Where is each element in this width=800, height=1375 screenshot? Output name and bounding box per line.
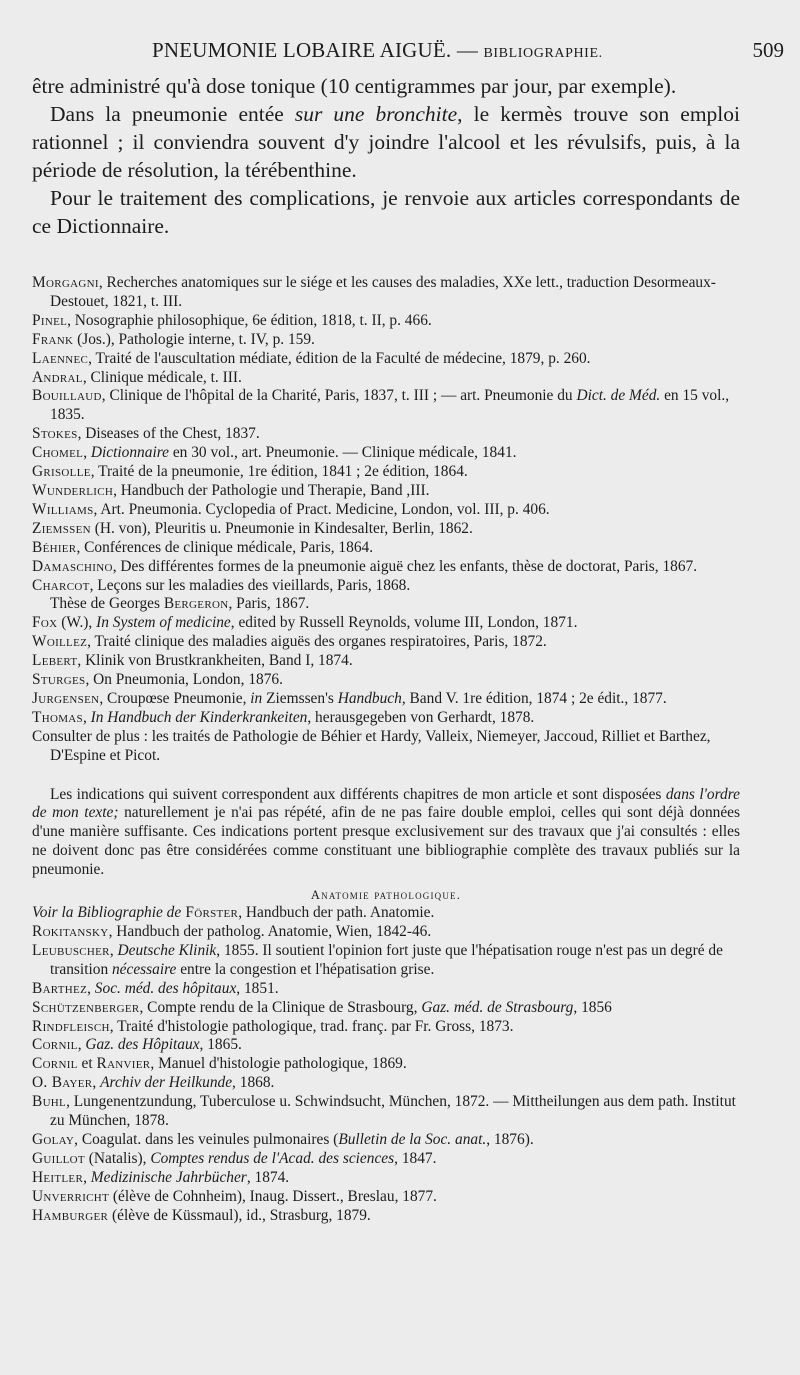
anatomy-entry-italic: Deutsche Klinik (117, 941, 217, 959)
anatomy-entry-text: , 1874. (246, 1168, 290, 1186)
lead-paragraph-2 (32, 100, 740, 184)
running-head (32, 38, 784, 72)
anatomy-author: Barthez (32, 979, 88, 997)
anatomy-entry-text: , 1876). (486, 1130, 534, 1148)
bibliography-entry-text: en 30 vol., art. Pneumonie. — Clinique médicale, 1841. (168, 444, 517, 462)
anatomy-entry-italic: Gaz. méd. de Strasbourg (421, 998, 574, 1016)
anatomy-bibliography-list (32, 904, 740, 1225)
bibliography-author: Woillez (32, 633, 88, 651)
anatomy-entry-italic: Medizinische Jahrbücher (90, 1168, 247, 1186)
lead-paragraph-3: Pour le traitement des complications, je renvoie aux articles correspondants de ce Dictionnaire. (32, 186, 740, 238)
bibliography-entry (32, 331, 740, 350)
bibliography-author: Damaschino (32, 557, 113, 575)
anatomy-entry (32, 923, 740, 942)
anatomy-entry (32, 1188, 740, 1207)
lead-paragraph-2-a: Dans la pneumonie entée (50, 102, 295, 126)
running-head-title (152, 38, 603, 63)
anatomy-entry-italic: Soc. méd. des hôpitaux (94, 979, 237, 997)
anatomy-entry (32, 1074, 740, 1093)
bibliography-entry-text: (H. von), Pleuritis u. Pneumonie in Kindesalter, Berlin, 1862. (90, 519, 473, 537)
anatomy-author: Unverricht (32, 1187, 110, 1205)
bibliography-author: Bergeron (163, 595, 229, 613)
bibliography-entry-italic: In System of medicine (96, 614, 231, 632)
bibliography-author: Béhier (32, 538, 77, 556)
anatomy-entry-italic: Comptes rendus de l'Acad. des sciences (150, 1149, 395, 1167)
anatomy-entry (32, 1093, 740, 1131)
anatomy-author: Cornil (32, 1036, 78, 1054)
anatomy-entry-italic: Bulletin de la Soc. anat. (338, 1130, 487, 1148)
lead-paragraph-2-c: , le kermès trouve son emploi rationnel ; il conviendra souvent d'y joindre l'alcool et les révulsifs, puis, à la période de résolution, la térébenthine. (32, 102, 740, 182)
bibliography-entry (32, 709, 740, 728)
anatomy-entry-text: , 1868. (232, 1074, 275, 1092)
anatomy-author: Golay (32, 1130, 75, 1148)
bibliography-entry (32, 350, 740, 369)
bibliography-author: Pinel (32, 311, 68, 329)
bibliography-author: Frank (32, 330, 74, 348)
anatomy-author: O. Bayer (32, 1074, 93, 1092)
bibliography-entry (32, 558, 740, 577)
page-number: 509 (752, 38, 784, 62)
bibliography-entry-italic: In Handbuch der Kinderkrankeiten (90, 708, 308, 726)
bibliography-entry-text: , Des différentes formes de la pneumonie aiguë chez les enfants, thèse de doctorat, Paris, 1867. (112, 557, 698, 575)
notes-c: naturellement je n'ai pas répété, afin de ne pas faire double emploi, celles qui sont déjà données d'une manière suffisante. Ces indications portent presque exclusivement sur des travaux que j'ai consultés : elles ne doivent donc pas être considérées comme constituant une bibliographie complète des travaux publiés sur la pneumonie. (32, 804, 740, 879)
bibliography-entry-text: , Leçons sur les maladies des vieillards, Paris, 1868. (89, 576, 411, 594)
bibliography-entry-text: , On Pneumonia, London, 1876. (85, 671, 283, 689)
bibliography-entry-text: , Art. Pneumonia. Cyclopedia of Pract. Medicine, London, vol. III, p. 406. (93, 500, 550, 518)
anatomy-entry-text: (élève de Cohnheim), Inaug. Dissert., Breslau, 1877. (109, 1187, 437, 1205)
bibliography-author: Chomel (32, 444, 84, 462)
bibliography-entry-text: , Klinik von Brustkrankheiten, Band I, 1874. (77, 652, 353, 670)
anatomy-entry-text: (Natalis), (84, 1149, 151, 1167)
anatomy-entry (32, 999, 740, 1018)
anatomy-entry-text: , (77, 1036, 86, 1054)
bibliography-entry (32, 614, 740, 633)
running-head-title-main: PNEUMONIE LOBAIRE AIGUË. — (152, 38, 484, 62)
anatomy-entry-text: , Lungenentzundung, Tuberculose u. Schwindsucht, München, 1872. — Mittheilungen aus dem path. Institut zu München, 1878. (50, 1093, 736, 1130)
bibliography-entry (32, 425, 740, 444)
bibliography-author: Wunderlich (32, 481, 114, 499)
bibliography-entry (32, 652, 740, 671)
bibliography-entry-text: , (82, 708, 91, 726)
bibliography-entry (32, 387, 740, 425)
lead-paragraph-2-italic: sur une bronchite (294, 102, 458, 126)
anatomy-entry-text: , 1855. Il soutient l'opinion fort juste que l'hépatisation rouge n'est pas un degré de transition (50, 941, 723, 978)
anatomy-entry-text: , Manuel d'histologie pathologique, 1869. (150, 1055, 407, 1073)
bibliography-entry-text: , herausgegeben von Gerhardt, 1878. (307, 708, 535, 726)
anatomy-entry-text: , (87, 979, 95, 997)
bibliography-author: Sturges (32, 671, 86, 689)
notes-italic: dans l'ordre de mon texte; (32, 785, 740, 822)
notes-paragraph (32, 786, 740, 881)
bibliography-entry-italic: Handbuch (337, 689, 402, 707)
bibliography-entry (32, 501, 740, 520)
bibliography-author: Laennec (32, 349, 89, 367)
anatomy-author: Leubuscher (32, 941, 110, 959)
anatomy-entry (32, 1131, 740, 1150)
anatomy-entry-text: , Compte rendu de la Clinique de Strasbourg, (139, 998, 422, 1016)
anatomy-author: Rindfleisch (32, 1017, 110, 1035)
anatomy-entry-text: , Handbuch der patholog. Anatomie, Wien, 1842-46. (108, 923, 432, 940)
anatomy-entry (32, 1207, 740, 1226)
notes-a: Les indications qui suivent correspondent aux différents chapitres de mon article et sont disposées (50, 785, 666, 803)
bibliography-entry-text: , Conférences de clinique médicale, Paris, 1864. (76, 538, 374, 556)
bibliography-entry (32, 595, 740, 614)
bibliography-author: Thomas (32, 708, 83, 726)
anatomy-entry (32, 904, 740, 923)
bibliography-entry (32, 312, 740, 331)
anatomy-author: Ranvier (96, 1055, 151, 1073)
anatomy-entry-text: , 1856 (573, 998, 612, 1016)
anatomy-author: Förster (181, 904, 239, 922)
bibliography-entry-text: (W.), (57, 614, 97, 632)
bibliography-author: Williams (32, 500, 94, 518)
anatomy-entry-text: , (109, 941, 118, 959)
bibliography-entry-text: (Jos.), Pathologie interne, t. IV, p. 159. (73, 330, 315, 348)
anatomy-entry-text: , 1847. (394, 1149, 437, 1167)
bibliography-entry (32, 463, 740, 482)
anatomy-author: Heitler (32, 1168, 84, 1186)
bibliography-list (32, 274, 740, 766)
anatomy-entry-text: , 1851. (236, 979, 279, 997)
anatomy-entry (32, 1018, 740, 1037)
lead-paragraph-1: être administré qu'à dose tonique (10 centigrammes par jour, par exemple). (32, 74, 677, 98)
anatomy-author: Rokitansky (32, 923, 109, 940)
bibliography-entry-text: Ziemssen's (262, 689, 338, 707)
anatomy-entry (32, 1036, 740, 1055)
bibliography-entry-italic: in (250, 689, 263, 707)
anatomy-entry-text: , Handbuch der path. Anatomie. (238, 904, 435, 922)
bibliography-author: Grisolle (32, 463, 91, 481)
bibliography-entry (32, 520, 740, 539)
anatomy-entry-italic: Archiv der Heilkunde (100, 1074, 233, 1092)
bibliography-author: Fox (32, 614, 58, 632)
bibliography-author: Stokes (32, 425, 78, 443)
anatomy-entry-text: , (92, 1074, 101, 1092)
bibliography-entry-italic: Dictionnaire (90, 444, 169, 462)
bibliography-entry (32, 444, 740, 463)
anatomy-author: Cornil (32, 1055, 78, 1073)
anatomy-entry (32, 1150, 740, 1169)
anatomy-entry (32, 980, 740, 999)
bibliography-author: Bouillaud (32, 387, 102, 405)
running-head-section: BIBLIOGRAPHIE. (483, 46, 603, 61)
anatomy-author: Schützenberger (32, 998, 140, 1016)
anatomy-author: Hamburger (32, 1206, 109, 1224)
anatomy-entry-italic: nécessaire (111, 960, 177, 978)
bibliography-entry (32, 482, 740, 501)
anatomy-entry-text: , Coagulat. dans les veinules pulmonaires ( (74, 1130, 339, 1148)
anatomy-entry-text: , 1865. (199, 1036, 242, 1054)
bibliography-entry-text: , Paris, 1867. (228, 595, 310, 613)
bibliography-entry-text: , Clinique de l'hôpital de la Charité, Paris, 1837, t. III ; — art. Pneumonie du (101, 387, 577, 405)
lead-paragraphs (32, 72, 740, 240)
bibliography-entry-text: Thèse de Georges (50, 595, 164, 613)
bibliography-entry (32, 577, 740, 596)
bibliography-entry-text: , Nosographie philosophique, 6e édition, 1818, t. II, p. 466. (67, 311, 432, 329)
bibliography-entry-text: , Handbuch der Pathologie und Therapie, Band ,III. (113, 481, 430, 499)
bibliography-entry (32, 633, 740, 652)
anatomy-entry (32, 1055, 740, 1074)
bibliography-entry (32, 671, 740, 690)
anatomy-author: Buhl (32, 1093, 67, 1111)
anatomy-entry-text: entre la congestion et l'hépatisation grise. (176, 960, 435, 978)
bibliography-author: Jurgensen (32, 689, 100, 707)
bibliography-entry-text: , Diseases of the Chest, 1837. (77, 425, 260, 443)
bibliography-entry-text: , Recherches anatomiques sur le siége et les causes des maladies, XXe lett., traduction Desormeaux-Destouet, 1821, t. III. (50, 274, 716, 310)
anatomy-entry-text: , (83, 1168, 91, 1186)
bibliography-entry-text: , (83, 444, 91, 462)
bibliography-author: Charcot (32, 576, 90, 594)
bibliography-entry-text: , Clinique médicale, t. III. (82, 368, 242, 386)
anatomy-entry-text: (élève de Küssmaul), id., Strasburg, 1879. (108, 1206, 371, 1224)
anatomy-entry-italic: Gaz. des Hôpitaux (85, 1036, 200, 1054)
bibliography-entry (32, 690, 740, 709)
bibliography-author: Morgagni (32, 274, 99, 291)
bibliography-entry-text: , Traité clinique des maladies aiguës des organes respiratoires, Paris, 1872. (87, 633, 547, 651)
anatomy-entry (32, 1169, 740, 1188)
bibliography-author: Andral (32, 368, 83, 386)
bibliography-entry-text: Consulter de plus : les traités de Pathologie de Béhier et Hardy, Valleix, Niemeyer, Jaccoud, Rilliet et Barthez, D'Espine et Picot. (32, 727, 711, 764)
anatomy-entry-text: , Traité d'histologie pathologique, trad. franç. par Fr. Gross, 1873. (109, 1017, 514, 1035)
bibliography-entry-text: , Band V. 1re édition, 1874 ; 2e édit., 1877. (401, 689, 667, 707)
section-title: Anatomie pathologique. (310, 888, 462, 903)
bibliography-entry-text: , Traité de l'auscultation médiate, édition de la Faculté de médecine, 1879, p. 260. (88, 349, 591, 367)
bibliography-entry-text: , Croupœse Pneumonie, (99, 689, 251, 707)
anatomy-entry (32, 942, 740, 980)
bibliography-author: Lebert (32, 652, 78, 670)
bibliography-entry (32, 539, 740, 558)
bibliography-entry-text: , edited by Russell Reynolds, volume III, London, 1871. (230, 614, 578, 632)
bibliography-entry (32, 369, 740, 388)
anatomy-entry-text: et (77, 1055, 97, 1073)
bibliography-entry-text: en 15 vol., 1835. (50, 387, 730, 424)
bibliography-entry (32, 728, 740, 766)
anatomy-author: Guillot (32, 1149, 85, 1167)
anatomy-entry-italic: Voir la Bibliographie de (32, 904, 182, 922)
bibliography-entry-italic: Dict. de Méd. (576, 387, 661, 405)
bibliography-author: Ziemssen (32, 519, 91, 537)
bibliography-entry-text: , Traité de la pneumonie, 1re édition, 1841 ; 2e édition, 1864. (90, 463, 468, 481)
bibliography-entry (32, 274, 740, 312)
